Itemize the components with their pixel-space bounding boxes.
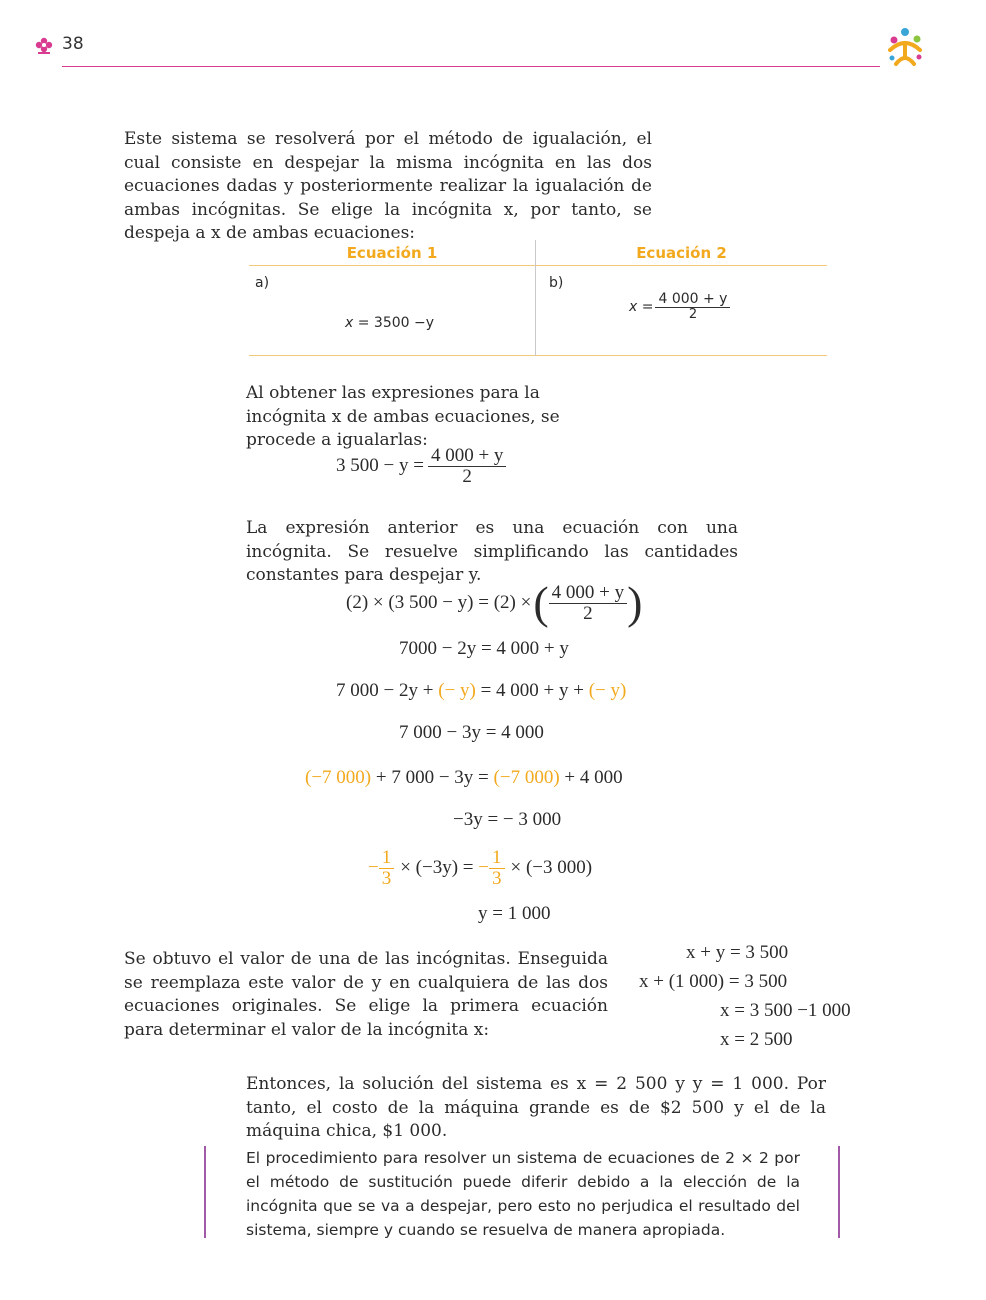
paragraph-5: Entonces, la solución del sistema es x = 2 500 y y = 1 000. Por tanto, el costo de la máquina grande es de $2 500 y el de la máquina chica, $1 000. (246, 1074, 826, 1141)
callout-block (246, 1146, 800, 1242)
step-3-highlight-1: (− y) (438, 680, 476, 701)
substitution-row-2: x + (1 000) = 3 500 (639, 971, 788, 992)
step-7-denominator-2: 3 (492, 867, 502, 889)
colorful-figure-logo-icon (884, 26, 926, 68)
paragraph-3: La expresión anterior es una ecuación con una incógnita. Se resuelve simplificando las cantidades constantes para despejar y. (246, 518, 738, 585)
step-3 (336, 680, 626, 702)
step-3-part-c: = 4 000 + y + (475, 680, 589, 701)
equality-numerator: 4 000 + y (428, 446, 506, 467)
callout-left-bar (204, 1146, 206, 1238)
step-6: −3y = − 3 000 (453, 809, 562, 830)
step-7-middle: × (−3y) = (400, 857, 479, 879)
step-1-lhs: (2) × (3 500 − y) = (2) × (346, 592, 532, 613)
substitution-row-4: x = 2 500 (720, 1029, 793, 1050)
step-1-numerator: 4 000 + y (549, 583, 627, 604)
step-7-minus-1: − (368, 857, 379, 879)
step-1: (2) × (3 500 − y) = (2) × ( $\frac{4 000 + y}{2}$ ) (346, 577, 643, 628)
paragraph-2-block (246, 382, 624, 453)
equation-1-header: Ecuación 1 (346, 244, 438, 262)
intro-paragraph-block (124, 128, 652, 246)
step-8: y = 1 000 (478, 903, 551, 924)
step-7-denominator-1: 3 (381, 867, 392, 889)
equality-denominator: 2 (462, 465, 472, 487)
equation-1-label: a) (255, 275, 270, 291)
step-4: 7 000 − 3y = 4 000 (399, 722, 544, 743)
equation-2-numerator: 4 000 + y (655, 292, 730, 308)
header-divider (62, 66, 880, 67)
step-7-numerator-2: 1 (489, 848, 505, 869)
paragraph-4-block (124, 948, 608, 1042)
paragraph-5-block (246, 1073, 826, 1144)
step-7-end: × (−3 000) (510, 857, 593, 879)
equation-1-expression (345, 315, 434, 331)
flower-icon (34, 35, 54, 55)
step-7-numerator-1: 1 (379, 848, 395, 869)
paragraph-3-block (246, 517, 738, 588)
paragraph-4: Se obtuvo el valor de una de las incógnitas. Enseguida se reemplaza este valor de y en cualquiera de las dos ecuaciones originales. Se elige la primera ecuación para determinar el valor de la incógnita x: (124, 949, 608, 1040)
step-7-minus-2: − (478, 857, 489, 879)
equation-table (249, 240, 827, 356)
step-7 (368, 848, 592, 889)
equality-lhs: 3 500 − y = (336, 455, 424, 477)
step-5-highlight-1: (−7 000) (305, 767, 372, 788)
step-5-highlight-2: (−7 000) (493, 767, 560, 788)
step-2: 7000 − 2y = 4 000 + y (399, 638, 569, 659)
equation-2-label: b) (549, 275, 564, 291)
step-3-part-a: 7 000 − 2y + (336, 680, 439, 701)
equation-2-denominator: 2 (688, 306, 698, 322)
step-5 (305, 767, 623, 789)
substitution-row-1: x + y = 3 500 (686, 942, 789, 963)
step-1-denominator: 2 (583, 602, 593, 624)
equation-1-rhs: 3500 −y (373, 315, 435, 331)
callout-text: El procedimiento para resolver un sistema de ecuaciones de 2 × 2 por el método de sustitución puede diferir debido a la elección de la incógnita que se va a despejar, pero esto no perjudica el resultado del sistema, siempre y cuando se resuelva de manera apropiada. (246, 1149, 800, 1239)
equation-2-header: Ecuación 2 (636, 244, 727, 262)
intro-paragraph: Este sistema se resolverá por el método de igualación, el cual consiste en despejar la misma incógnita en las dos ecuaciones dadas y posteriormente realizar la igualación de ambas incógnitas. Se elige la incógnita x, por tanto, se despeja a x de ambas ecuaciones: (124, 129, 652, 243)
equation-2-lhs: x = (629, 298, 654, 315)
page-number: 38 (62, 34, 84, 54)
callout-right-bar (838, 1146, 840, 1238)
step-5-part-b: + 7 000 − 3y = (371, 767, 494, 788)
step-5-part-d: + 4 000 (559, 767, 623, 788)
substitution-row-3: x = 3 500 −1 000 (720, 1000, 851, 1021)
equality-equation (336, 446, 506, 487)
paragraph-2: Al obtener las expresiones para la incógnita x de ambas ecuaciones, se procede a igualarlas: (246, 383, 560, 450)
step-3-highlight-2: (− y) (588, 680, 627, 701)
equation-1-lhs: x = (345, 315, 374, 331)
equation-2-expression (629, 292, 730, 321)
